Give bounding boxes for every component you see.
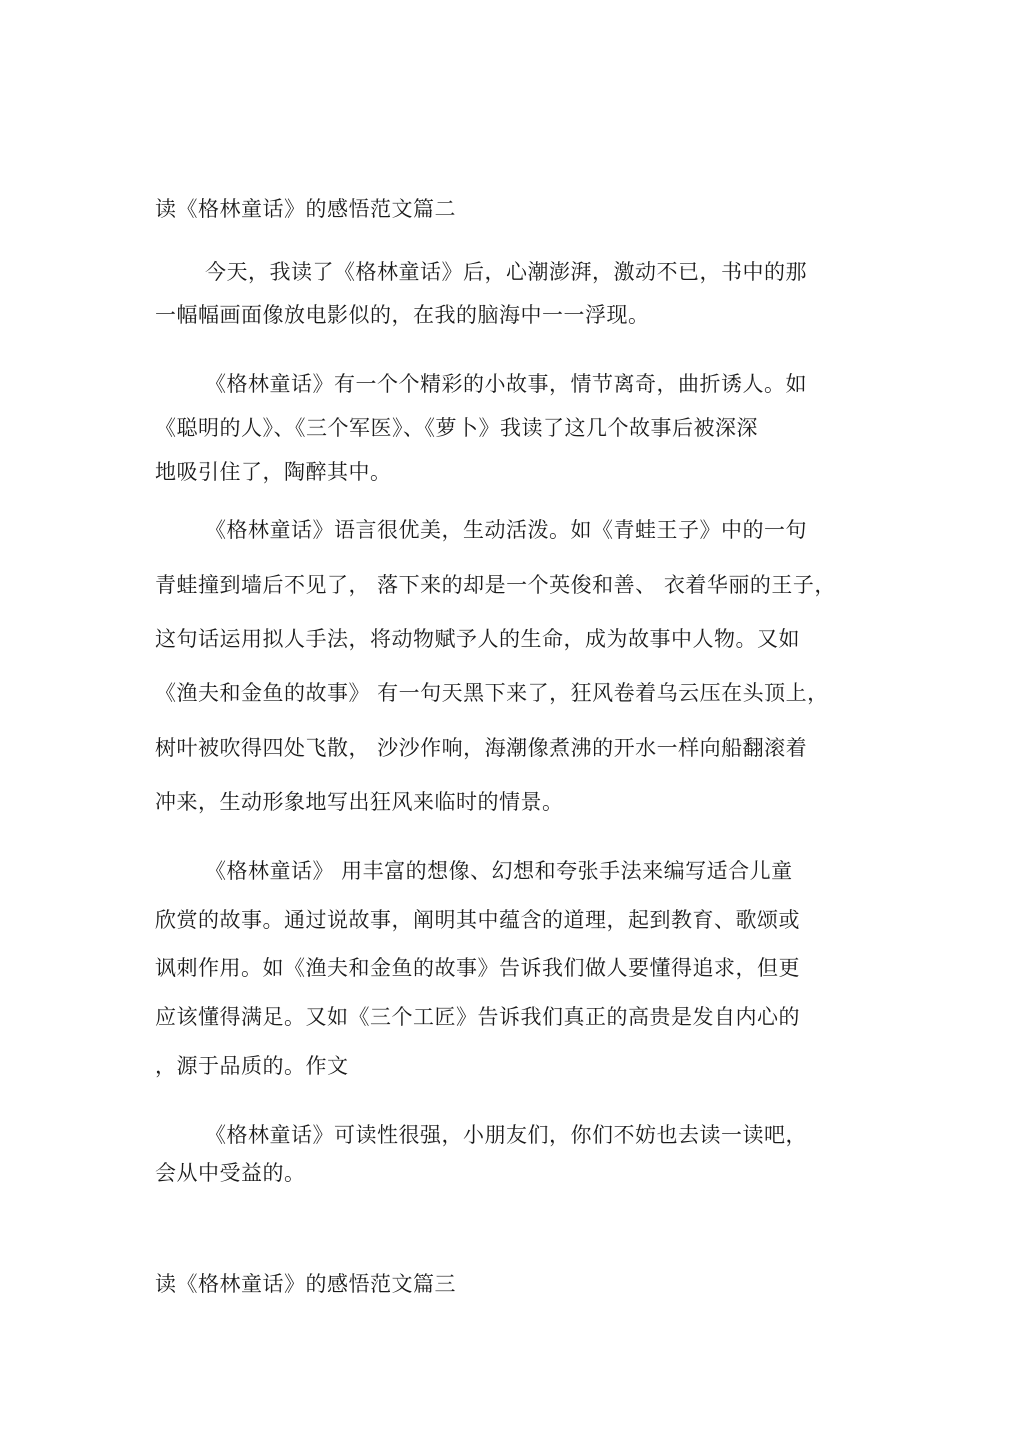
paragraph-line: 《渔夫和金鱼的故事》 有一句天黑下来了，狂风卷着乌云压在头顶上， [155, 681, 829, 705]
paragraph-line: 今天，我读了《格林童话》后，心潮澎湃，激动不已，书中的那 [205, 260, 807, 284]
paragraph-line: 地吸引住了，陶醉其中。 [155, 460, 392, 484]
section-heading: 读《格林童话》的感悟范文篇三 [155, 1272, 456, 1296]
paragraph-line: 这句话运用拟人手法，将动物赋予人的生命，成为故事中人物。又如 [155, 627, 800, 651]
paragraph-line: 《格林童话》可读性很强，小朋友们，你们不妨也去读一读吧， [205, 1123, 807, 1147]
paragraph-line: 欣赏的故事。通过说故事，阐明其中蕴含的道理，起到教育、歌颂或 [155, 908, 800, 932]
paragraph-line: 应该懂得满足。又如《三个工匠》告诉我们真正的高贵是发自内心的 [155, 1005, 800, 1029]
paragraph-line: 《格林童话》有一个个精彩的小故事，情节离奇，曲折诱人。如 [205, 372, 807, 396]
paragraph-line: 讽刺作用。如《渔夫和金鱼的故事》告诉我们做人要懂得追求，但更 [155, 956, 800, 980]
paragraph-line: 青蛙撞到墙后不见了， 落下来的却是一个英俊和善、 衣着华丽的王子， [155, 573, 836, 597]
paragraph-line: 《格林童话》 用丰富的想像、幻想和夸张手法来编写适合儿童 [205, 859, 793, 883]
paragraph-line: 冲来，生动形象地写出狂风来临时的情景。 [155, 790, 564, 814]
paragraph-line: 树叶被吹得四处飞散， 沙沙作响，海潮像煮沸的开水一样向船翻滚着 [155, 736, 808, 760]
paragraph-line: 一幅幅画面像放电影似的，在我的脑海中一一浮现。 [155, 303, 650, 327]
paragraph-line: 《格林童话》语言很优美，生动活泼。如《青蛙王子》中的一句 [205, 518, 807, 542]
paragraph-line: 会从中受益的。 [155, 1161, 306, 1185]
paragraph-line: ，源于品质的。作文 [155, 1054, 349, 1078]
section-heading: 读《格林童话》的感悟范文篇二 [155, 197, 456, 221]
paragraph-line: 《聪明的人》、《三个军医》、《萝卜》我读了这几个故事后被深深 [155, 416, 758, 440]
